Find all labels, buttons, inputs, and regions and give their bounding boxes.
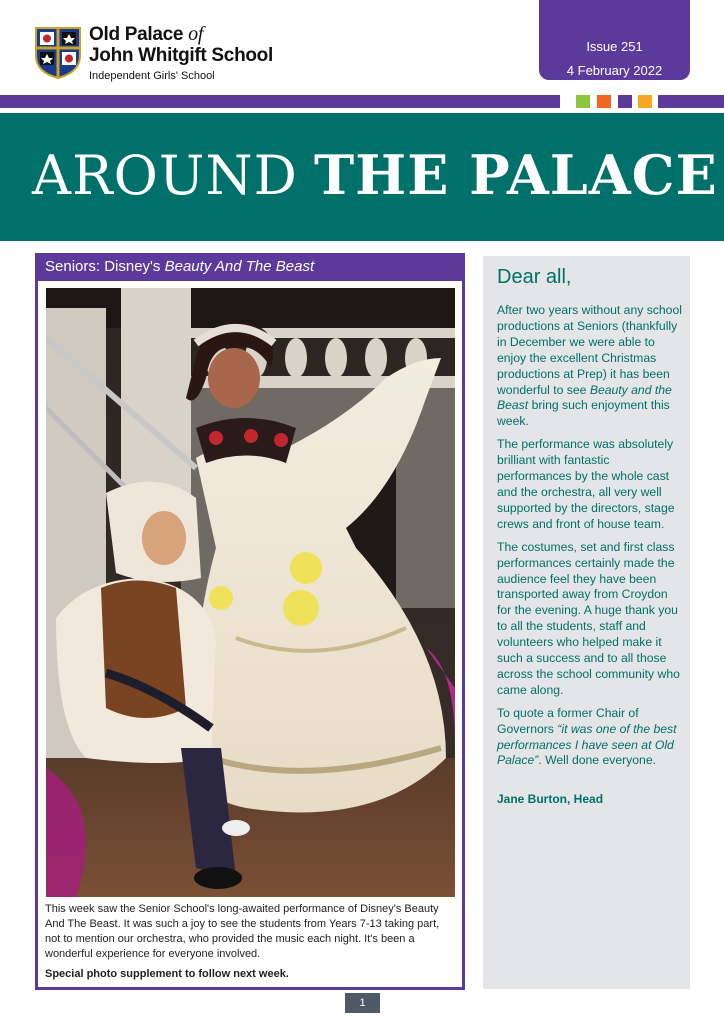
masthead-title-light: AROUND [32,144,298,207]
masthead-title [32,143,718,208]
letter-paragraph-1 [497,303,685,430]
letter-paragraph-3: The costumes, set and first class performances certainly made the audience feel they have been transported away from Croydon for the evening. A huge thank you to all the students, staff and volunteers who helped make it such a success and to all those across the school community who came along. [497,539,680,697]
school-name-of: of [188,23,204,45]
page-number: 1 [345,993,380,1013]
letter-body [497,303,685,776]
masthead-title-bold: THE PALACE [314,143,718,207]
letter-greeting: Dear all, [497,266,572,288]
letter-paragraph-4 [497,706,685,770]
school-crest-logo [34,26,82,80]
school-name-line2: John Whitgift School [89,45,273,66]
feature-heading-title: Beauty And The Beast [164,258,315,275]
accent-square-orange [597,95,611,108]
letter-p1-a: After two years without any school productions at Seniors (thankfully in December we were able to enjoy the excellent Christmas productions at Prep) it has been wonderful to see [497,303,682,397]
letter-p1-b: bring such enjoyment this week. [497,398,670,429]
letter-p4-a: To quote a former Chair of Governors [497,705,639,736]
feature-caption: This week saw the Senior School's long-awaited performance of Disney's Beauty And The Beast. It was such a joy to see the students from Years 7-13 taking part, not to mention our orchestra, who provided the music each night. It's been a wonderful experience for everyone involved. [45,903,440,960]
accent-square-yellow [638,95,652,108]
feature-heading [35,253,465,281]
feature-heading-prefix: Seniors: Disney's [45,258,161,275]
school-subtitle: Independent Girls' School [89,70,215,82]
school-name-line1: Old Palace [89,24,184,45]
production-photo [46,288,455,897]
letter-p1-italic: Beauty and the Beast [497,382,672,413]
feature-caption-bold: Special photo supplement to follow next week. [45,968,289,980]
issue-tab [539,0,690,80]
letter-paragraph-2: The performance was absolutely brilliant with fantastic performances by the whole cast and the orchestra, all very well supported by the directors, stage crews and front of house team. [497,437,675,531]
issue-date: 4 February 2022 [566,63,663,78]
letter-p4-quote: “it was one of the best performances I have seen at Old Palace” [497,721,677,768]
letter-p4-b: . Well done everyone. [538,753,656,768]
school-name [89,24,273,82]
accent-square-green [576,95,590,108]
issue-number: Issue 251 [586,39,643,54]
accent-square-purple [618,95,632,108]
letter-signature: Jane Burton, Head [497,792,604,806]
